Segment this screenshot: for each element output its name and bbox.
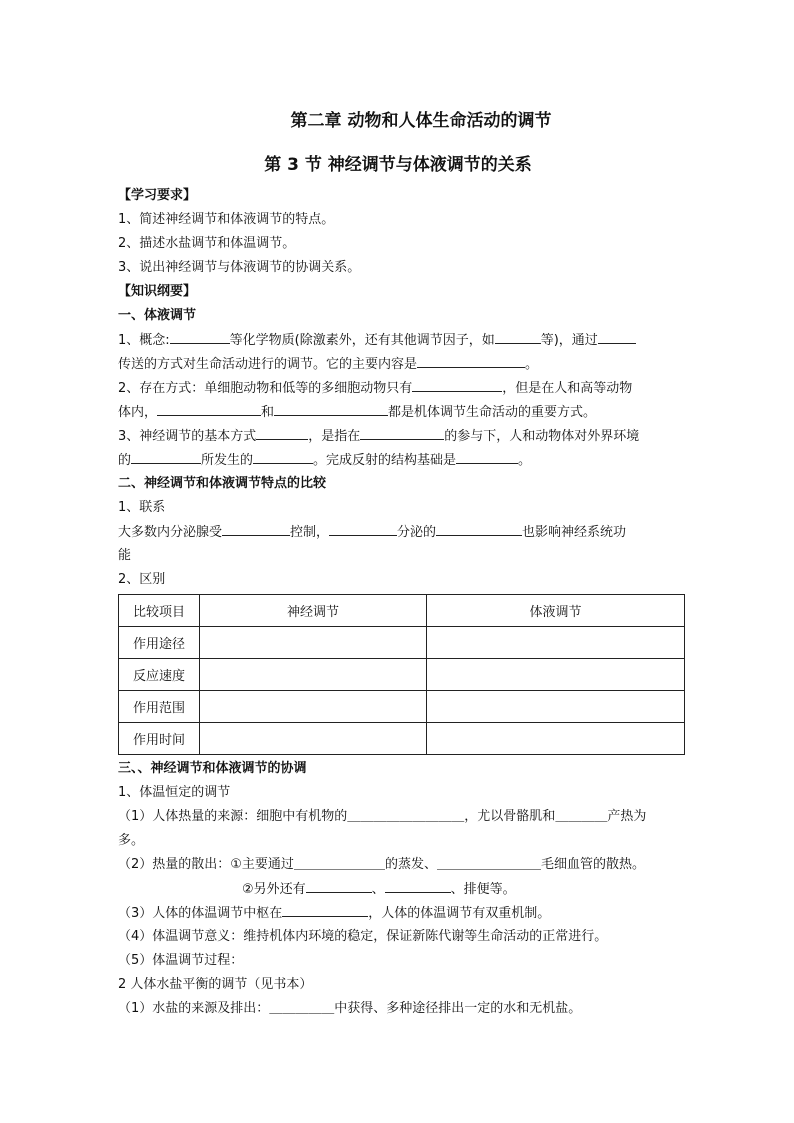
comparison-table [118,594,685,755]
temperature-subheading: 1、体温恒定的调节 [118,785,231,800]
reflex-text: 。完成反射的结构基础是 [313,453,457,468]
existence-text: 体内， [118,405,158,420]
reflex-line [118,424,678,448]
blank-field[interactable] [222,520,290,536]
blank-field[interactable] [253,448,313,464]
water-salt-subheading: 2 人体水盐平衡的调节（见书本） [118,977,313,992]
blank-field[interactable] [329,520,397,536]
center-line [118,901,678,925]
heat-text: （2）热量的散出：①主要通过 [118,857,294,872]
relation-line-2: 能 [118,548,132,563]
table-header-row [119,595,685,627]
section-title: 第 3 节 神经调节与体液调节的关系 [264,155,532,175]
blank-field[interactable] [274,400,388,416]
answer-cell[interactable] [200,723,427,755]
heat-text: 毛细血管的散热。 [540,857,645,872]
table-row [119,659,685,691]
blank-field[interactable] [360,424,444,440]
difference-subheading: 2、区别 [118,572,166,587]
blank-field[interactable] [306,877,372,893]
requirement-item: 2、描述水盐调节和体温调节。 [118,236,296,251]
existence-line [118,376,678,400]
table-header-cell: 神经调节 [200,595,427,627]
relation-line [118,520,678,544]
blank-field[interactable] [256,424,308,440]
blank-field[interactable] [456,448,518,464]
significance-line: （4）体温调节意义：维持机体内环境的稳定，保证新陈代谢等生命活动的正常进行。 [118,929,608,944]
concept-text: 传送的方式对生命活动进行的调节。它的主要内容是 [118,357,418,372]
heat-text: 的蒸发、 [384,857,437,872]
existence-text: ，但是在人和高等动物 [502,381,633,396]
table-row [119,627,685,659]
answer-cell[interactable] [427,691,685,723]
relation-text: 大多数内分泌腺受 [118,525,223,540]
existence-line-2 [118,400,678,424]
existence-text: 和 [261,405,275,420]
existence-text: 都是机体调节生命活动的重要方式。 [388,405,597,420]
blank-field[interactable] [131,448,201,464]
section3-heading: 三、、神经调节和体液调节的协调 [118,761,307,776]
requirements-heading: 【学习要求】 [118,188,197,203]
heat-loss-line-2 [118,877,678,901]
blank-field[interactable] [170,328,230,344]
reflex-text: 的 [118,453,132,468]
blank-field[interactable] [495,328,541,344]
row-label: 反应速度 [119,659,200,691]
answer-cell[interactable] [427,723,685,755]
table-header-cell: 体液调节 [427,595,685,627]
reflex-text: 的参与下，人和动物体对外界环境 [444,429,640,444]
concept-line [118,328,678,352]
requirement-item: 3、说出神经调节与体液调节的协调关系。 [118,260,361,275]
requirement-item: 1、简述神经调节和体液调节的特点。 [118,212,335,227]
process-line: （5）体温调节过程： [118,953,244,968]
worksheet-content [118,184,678,1021]
center-text: （3）人体的体温调节中枢在 [118,906,283,921]
blank-dashes[interactable]: ＿＿＿＿ [555,809,608,824]
heat-text: ，尤以骨骼肌和 [464,809,556,824]
relation-subheading: 1、联系 [118,500,166,515]
concept-text: 等)，通过 [540,333,598,348]
table-row [119,691,685,723]
water-text: 中获得、多种途径排出一定的水和无机盐。 [334,1001,582,1016]
blank-dashes[interactable]: ＿＿＿＿＿＿＿＿ [436,857,541,872]
reflex-text: 所发生的 [201,453,254,468]
water-salt-line [118,997,678,1021]
blank-dashes[interactable]: ＿＿＿＿＿ [269,1001,335,1016]
section2-heading: 二、神经调节和体液调节特点的比较 [118,476,327,491]
concept-line-2 [118,352,678,376]
blank-dashes[interactable]: ＿＿＿＿＿＿＿＿＿ [347,809,465,824]
table-row [119,723,685,755]
answer-cell[interactable] [427,627,685,659]
relation-text: 分泌的 [397,525,437,540]
answer-cell[interactable] [200,691,427,723]
heat-source-line-2: 多。 [118,833,145,848]
water-text: （1）水盐的来源及排出： [118,1001,270,1016]
heat-source-line [118,805,678,829]
answer-cell[interactable] [427,659,685,691]
chapter-title: 第二章 动物和人体生命活动的调节 [290,111,552,131]
concept-text: 等化学物质(除激素外，还有其他调节因子，如 [229,333,495,348]
blank-field[interactable] [385,877,451,893]
relation-text: 控制， [290,525,330,540]
answer-cell[interactable] [200,627,427,659]
heat-text: 、 [371,882,385,897]
row-label: 作用途径 [119,627,200,659]
center-text: ，人体的体温调节有双重机制。 [368,906,551,921]
heat-text: ②另外还有 [242,882,306,897]
blank-field[interactable] [412,376,502,392]
heat-loss-line [118,853,678,877]
blank-field[interactable] [282,901,368,917]
concept-text: 。 [525,357,539,372]
row-label: 作用时间 [119,723,200,755]
relation-text: 也影响神经系统功 [522,525,627,540]
reflex-line-2 [118,448,678,472]
heat-text: 产热为 [607,809,647,824]
blank-field[interactable] [436,520,522,536]
reflex-text: ，是指在 [308,429,361,444]
outline-heading: 【知识纲要】 [118,284,197,299]
existence-text: 2、存在方式：单细胞动物和低等的多细胞动物只有 [118,381,413,396]
blank-field[interactable] [157,400,261,416]
answer-cell[interactable] [200,659,427,691]
heat-text: （1）人体热量的来源：细胞中有机物的 [118,809,348,824]
heat-text: 、排便等。 [450,882,516,897]
row-label: 作用范围 [119,691,200,723]
concept-label: 1、概念: [118,333,170,348]
section1-heading: 一、体液调节 [118,308,197,323]
blank-field[interactable] [417,352,525,368]
reflex-text: 3、神经调节的基本方式 [118,429,257,444]
table-header-cell: 比较项目 [119,595,200,627]
blank-dashes[interactable]: ＿＿＿＿＿＿＿ [293,857,385,872]
reflex-text: 。 [518,453,532,468]
blank-field[interactable] [598,328,636,344]
